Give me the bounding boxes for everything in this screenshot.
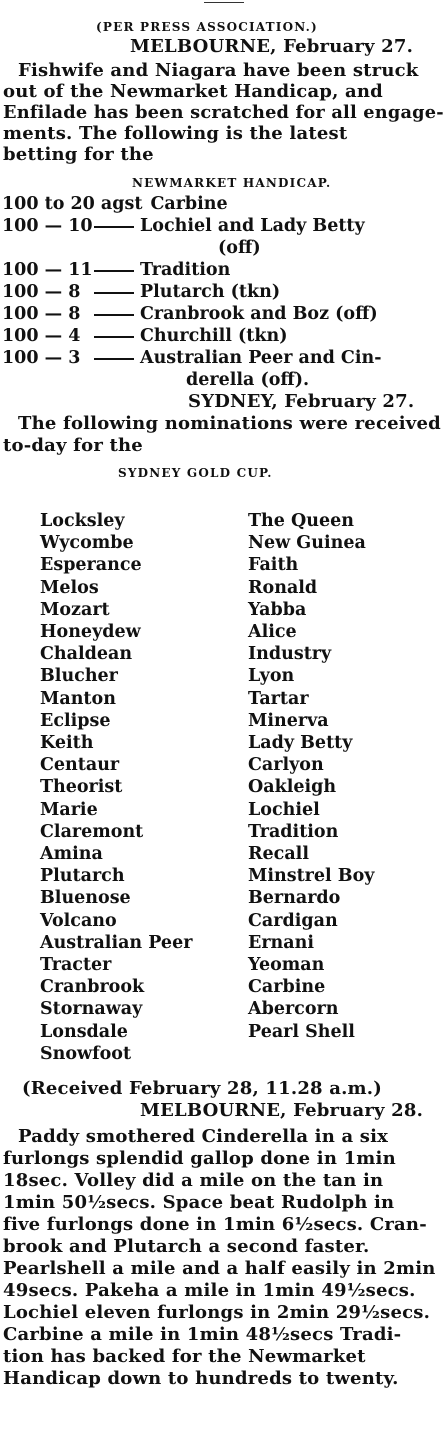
nominations-intro-line: The following nominations were received <box>18 413 441 434</box>
nomination-name: Minstrel Boy <box>248 866 375 887</box>
report-line: Handicap down to hundreds to twenty. <box>3 1368 399 1389</box>
intro-line: out of the Newmarket Handicap, and <box>3 81 383 102</box>
nomination-name: New Guinea <box>248 533 366 554</box>
nomination-name: Volcano <box>40 910 117 931</box>
nomination-name: Tartar <box>248 688 309 709</box>
betting-odds: 100 — 8 <box>2 304 81 324</box>
betting-odds: 100 — 8 <box>2 282 81 302</box>
betting-dash <box>94 292 134 294</box>
betting-row <box>218 237 261 259</box>
nomination-name: Recall <box>248 844 309 865</box>
report-line: Pearlshell a mile and a half easily in 2min <box>3 1258 436 1279</box>
nominations-intro-line: to-day for the <box>3 435 143 456</box>
betting-horse: Lochiel and Lady Betty <box>140 216 365 236</box>
betting-dash <box>94 270 134 272</box>
nomination-name: Bernardo <box>248 888 341 909</box>
nomination-name: Pearl Shell <box>248 1021 355 1042</box>
intro-line: ments. The following is the latest <box>3 123 348 144</box>
nomination-name: Bluenose <box>40 888 131 909</box>
nomination-name: Carbine <box>248 977 326 998</box>
betting-horse: Plutarch (tkn) <box>140 282 281 302</box>
nomination-name: Alice <box>248 622 297 643</box>
nomination-name: Marie <box>40 799 98 820</box>
nomination-name: Carlyon <box>248 755 324 776</box>
report-line: brook and Plutarch a second faster. <box>3 1236 370 1257</box>
betting-heading: NEWMARKET HANDICAP. <box>132 176 332 190</box>
betting-row <box>186 369 309 391</box>
nomination-name: Keith <box>40 733 94 754</box>
nomination-name: Yeoman <box>248 955 325 976</box>
nomination-name: Tracter <box>40 955 112 976</box>
betting-dash <box>94 336 134 338</box>
nomination-name: Tradition <box>248 821 339 842</box>
nomination-name: Yabba <box>248 599 307 620</box>
report-line: 49secs. Pakeha a mile in 1min 49½secs. <box>3 1280 416 1301</box>
nomination-name: Mozart <box>40 599 110 620</box>
nomination-name: Theorist <box>40 777 123 798</box>
nomination-name: Claremont <box>40 821 144 842</box>
nomination-name: Blucher <box>40 666 118 687</box>
nomination-name: Wycombe <box>40 533 134 554</box>
nomination-name: Locksley <box>40 511 125 531</box>
intro-line: Enfilade has been scratched for all engage- <box>3 102 444 123</box>
report-line: Lochiel eleven furlongs in 2min 29½secs. <box>3 1302 431 1323</box>
betting-odds: 100 to 20 agst <box>2 194 143 214</box>
betting-horse: Churchill (tkn) <box>140 326 288 346</box>
nomination-name: Ronald <box>248 577 318 598</box>
betting-horse: Tradition <box>140 260 231 280</box>
nomination-name: Manton <box>40 688 116 709</box>
nomination-name: Amina <box>40 844 103 865</box>
betting-dash <box>94 226 134 228</box>
betting-odds: 100 — 10 <box>2 216 93 236</box>
nomination-name: Eclipse <box>40 710 111 731</box>
betting-horse: (off) <box>218 238 261 258</box>
nomination-name: Abercorn <box>248 999 339 1020</box>
agency-credit: (PER PRESS ASSOCIATION.) <box>96 20 318 34</box>
intro-line: betting for the <box>3 144 154 165</box>
betting-row <box>2 281 280 303</box>
nomination-name: Honeydew <box>40 622 141 643</box>
betting-horse: derella (off). <box>186 370 310 390</box>
nomination-name: Plutarch <box>40 866 125 887</box>
nomination-name: Lonsdale <box>40 1021 128 1042</box>
intro-line: Fishwife and Niagara have been struck <box>18 60 419 81</box>
nomination-name: Centaur <box>40 755 120 776</box>
dateline-melbourne-27: MELBOURNE, February 27. <box>130 36 414 57</box>
betting-horse: Australian Peer and Cin- <box>140 348 382 368</box>
betting-row <box>2 193 228 215</box>
nomination-name: Cardigan <box>248 910 338 931</box>
betting-horse: Cranbrook and Boz (off) <box>140 304 378 324</box>
nominations-left-column <box>40 510 192 1065</box>
nomination-name: Ernani <box>248 932 314 953</box>
received-note: (Received February 28, 11.28 a.m.) <box>22 1078 382 1099</box>
nomination-name: Lyon <box>248 666 295 687</box>
nomination-name: Industry <box>248 644 332 665</box>
betting-dash <box>94 314 134 316</box>
betting-dash <box>94 358 134 360</box>
nomination-name: Lady Betty <box>248 733 353 754</box>
betting-row <box>2 325 288 347</box>
dateline-melbourne-28: MELBOURNE, February 28. <box>140 1100 424 1121</box>
report-line: five furlongs done in 1min 6½secs. Cran- <box>3 1214 427 1235</box>
report-line: 18sec. Volley did a mile on the tan in <box>3 1170 384 1191</box>
nomination-name: Chaldean <box>40 644 133 665</box>
betting-odds: 100 — 3 <box>2 348 81 368</box>
nominations-right-column <box>248 510 374 1043</box>
nomination-name: Australian Peer <box>40 932 193 953</box>
betting-row <box>2 303 378 325</box>
report-line: Carbine a mile in 1min 48½secs Tradi- <box>3 1324 402 1345</box>
nomination-name: Minerva <box>248 710 329 731</box>
nomination-name: Melos <box>40 577 99 598</box>
nomination-name: Snowfoot <box>40 1043 132 1064</box>
nomination-name: Oakleigh <box>248 777 337 798</box>
betting-row <box>2 347 381 369</box>
betting-row <box>2 215 365 237</box>
report-line: furlongs splendid gallop done in 1min <box>3 1148 396 1169</box>
betting-row <box>2 259 230 281</box>
dateline-sydney-27: SYDNEY, February 27. <box>188 391 415 412</box>
nomination-name: Stornaway <box>40 999 143 1020</box>
nomination-name: Cranbrook <box>40 977 145 998</box>
report-line: Paddy smothered Cinderella in a six <box>18 1126 389 1147</box>
report-line: 1min 50½secs. Space beat Rudolph in <box>3 1192 395 1213</box>
nomination-name: The Queen <box>248 511 354 531</box>
report-line: tion has backed for the Newmarket <box>3 1346 366 1367</box>
betting-horse: Carbine <box>150 194 228 214</box>
betting-odds: 100 — 11 <box>2 260 93 280</box>
nominations-heading: SYDNEY GOLD CUP. <box>118 466 273 480</box>
nomination-name: Esperance <box>40 555 142 576</box>
nomination-name: Lochiel <box>248 799 320 820</box>
nomination-name: Faith <box>248 555 299 576</box>
betting-odds: 100 — 4 <box>2 326 81 346</box>
top-rule <box>204 2 244 3</box>
